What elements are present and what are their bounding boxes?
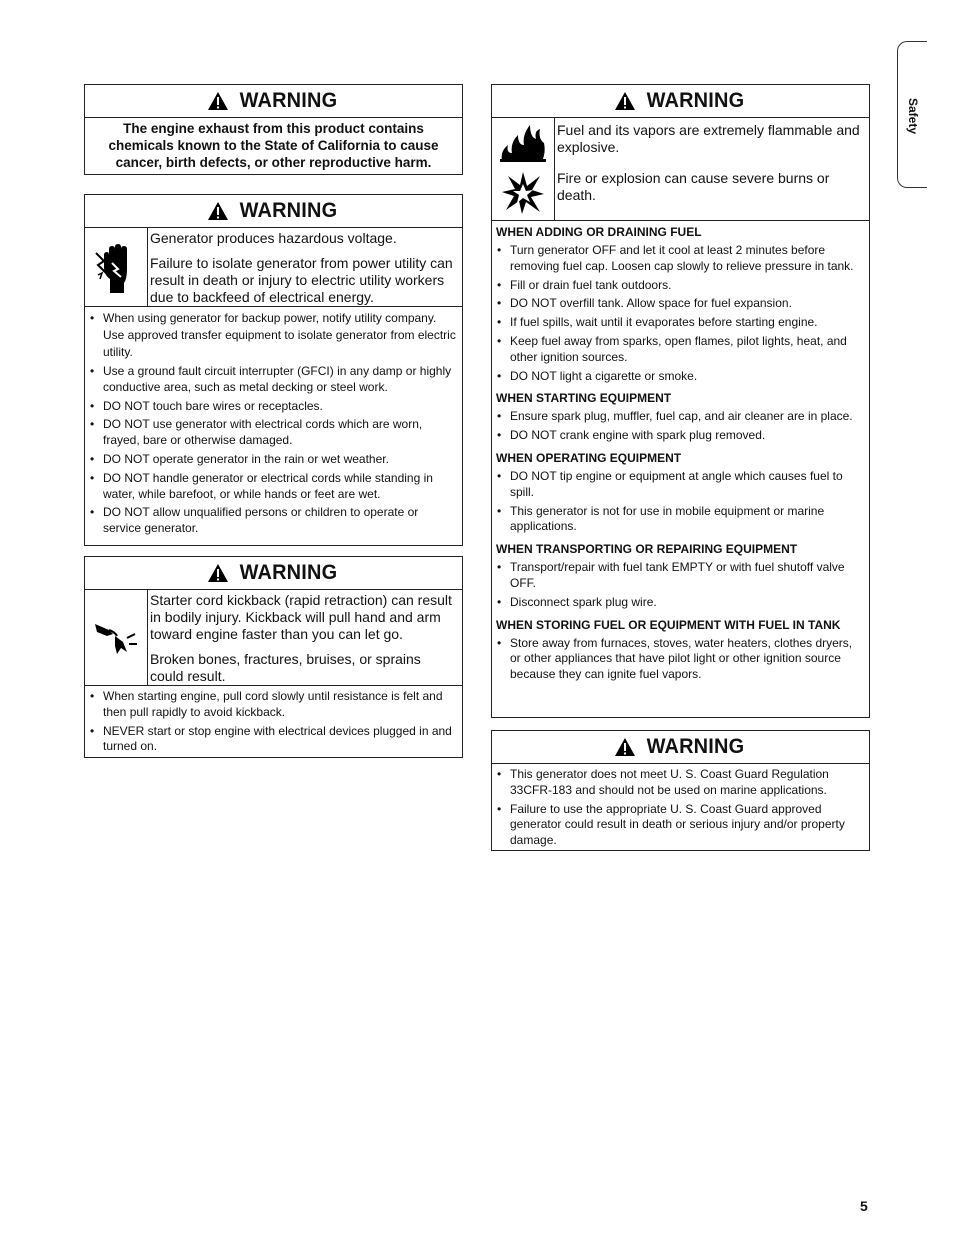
fuel-hazard-rows <box>492 118 869 221</box>
california-warning-text: The engine exhaust from this product contains chemicals known to the State of California to cause cancer, birth defects, or other reproductive harm. <box>108 121 439 170</box>
list-item: • DO NOT use generator with electrical cords which are worn, frayed, bare or otherwise damaged. <box>89 417 458 449</box>
list-item: • DO NOT crank engine with spark plug removed. <box>496 428 865 444</box>
hazard-line: Failure to isolate generator from power utility can result in death or injury to electric utility workers due to backfeed of electrical energy. <box>150 255 453 305</box>
icon-cell <box>85 590 148 685</box>
icon-cell <box>492 118 555 166</box>
fuel-bullets-transporting <box>492 558 869 610</box>
list-item: • This generator is not for use in mobile equipment or marine applications. <box>496 504 865 536</box>
list-item: • DO NOT tip engine or equipment at angle which causes fuel to spill. <box>496 469 865 501</box>
section-heading: WHEN TRANSPORTING OR REPAIRING EQUIPMENT <box>496 542 798 557</box>
electric-shock-hand-icon <box>94 239 138 295</box>
list-item: • NEVER start or stop engine with electrical devices plugged in and turned on. <box>89 724 458 756</box>
list-item: • DO NOT handle generator or electrical cords while standing in water, while barefoot, or while hands or feet are wet. <box>89 471 458 503</box>
fuel-bullets-starting <box>492 407 869 444</box>
warning-header <box>492 85 869 118</box>
coastguard-bullets <box>492 764 869 856</box>
fuel-bullets-adding <box>492 241 869 384</box>
list-item: • Use a ground fault circuit interrupter (GFCI) in any damp or highly conductive area, such as metal decking or steel work. <box>89 364 458 396</box>
side-tab-label: Safety <box>906 98 920 135</box>
explosion-icon <box>500 170 546 216</box>
hazard-row <box>85 590 462 686</box>
warning-triangle-icon <box>207 91 229 111</box>
list-item: • Disconnect spark plug wire. <box>496 595 865 611</box>
page-number: 5 <box>860 1198 868 1214</box>
warning-box-fuel <box>491 84 870 718</box>
warning-triangle-icon <box>614 91 636 111</box>
hazard-text: Fire or explosion can cause severe burns or death. <box>557 170 830 203</box>
hazard-row <box>85 228 462 307</box>
warning-title: WARNING <box>646 89 745 112</box>
section-heading: WHEN OPERATING EQUIPMENT <box>496 450 682 465</box>
fuel-bullets-operating <box>492 467 869 535</box>
list-item: • Turn generator OFF and let it cool at least 2 minutes before removing fuel cap. Loosen cap slowly to relieve pressure in tank. <box>496 243 865 275</box>
hazard-text: Fuel and its vapors are extremely flammable and explosive. <box>557 122 860 155</box>
fuel-bullets-storing <box>492 634 869 690</box>
fire-flammable-icon <box>498 121 548 163</box>
warning-triangle-icon <box>207 201 229 221</box>
icon-cell <box>492 166 555 220</box>
list-item: • Failure to use the appropriate U. S. Coast Guard approved generator could result in death or serious injury and/or property damage. <box>496 802 865 849</box>
hazard-row <box>492 166 869 220</box>
section-heading: WHEN ADDING OR DRAINING FUEL <box>496 225 702 239</box>
list-item: • Ensure spark plug, muffler, fuel cap, and air cleaner are in place. <box>496 409 865 425</box>
warning-header <box>85 85 462 118</box>
warning-box-kickback <box>84 556 463 758</box>
list-item: • This generator does not meet U. S. Coast Guard Regulation 33CFR-183 and should not be used on marine applications. <box>496 767 865 799</box>
list-item: • DO NOT allow unqualified persons or children to operate or service generator. <box>89 505 458 537</box>
list-item: • When using generator for backup power, notify utility company. Use approved transfer equipment to isolate generator from electric utility. <box>89 310 458 361</box>
warning-header <box>85 195 462 228</box>
list-item: • DO NOT touch bare wires or receptacles. <box>89 399 458 415</box>
list-item: • When starting engine, pull cord slowly until resistance is felt and then pull rapidly to avoid kickback. <box>89 689 458 721</box>
warning-title: WARNING <box>239 89 338 112</box>
list-item: • Keep fuel away from sparks, open flames, pilot lights, heat, and other ignition sources. <box>496 334 865 366</box>
hazard-line: Starter cord kickback (rapid retraction) can result in bodily injury. Kickback will pull hand and arm toward engine faster than you can let go. <box>150 592 452 642</box>
kickback-bullets <box>85 686 462 762</box>
list-item: • Fill or drain fuel tank outdoors. <box>496 278 865 294</box>
warning-triangle-icon <box>614 737 636 757</box>
hazard-text <box>148 590 462 685</box>
list-item: • DO NOT light a cigarette or smoke. <box>496 369 865 385</box>
warning-header <box>85 557 462 590</box>
section-heading: WHEN STARTING EQUIPMENT <box>496 391 672 406</box>
warning-title: WARNING <box>646 735 745 758</box>
cord-kickback-icon <box>93 618 139 658</box>
warning-triangle-icon <box>207 563 229 583</box>
hazard-line: Broken bones, fractures, bruises, or sprains could result. <box>150 651 421 684</box>
section-heading: WHEN STORING FUEL OR EQUIPMENT WITH FUEL IN TANK <box>496 617 841 632</box>
list-item: • If fuel spills, wait until it evaporates before starting engine. <box>496 315 865 331</box>
warning-title: WARNING <box>239 199 338 222</box>
hazard-row <box>492 118 869 166</box>
warning-header <box>492 731 869 764</box>
list-item: • DO NOT operate generator in the rain or wet weather. <box>89 452 458 468</box>
warning-box-electrical <box>84 194 463 546</box>
electrical-bullets <box>85 307 462 544</box>
list-item: • Store away from furnaces, stoves, water heaters, clothes dryers, or other appliances that have pilot light or other ignition source because they can ignite fuel vapors. <box>496 636 865 683</box>
warning-title: WARNING <box>239 561 338 584</box>
side-tab-safety <box>897 41 927 188</box>
icon-cell <box>85 228 148 306</box>
warning-box-california <box>84 84 463 175</box>
warning-box-coastguard <box>491 730 870 851</box>
hazard-text <box>148 228 462 306</box>
hazard-line: Generator produces hazardous voltage. <box>150 230 397 246</box>
list-item: • Transport/repair with fuel tank EMPTY or with fuel shutoff valve OFF. <box>496 560 865 592</box>
list-item: • DO NOT overfill tank. Allow space for fuel expansion. <box>496 296 865 312</box>
